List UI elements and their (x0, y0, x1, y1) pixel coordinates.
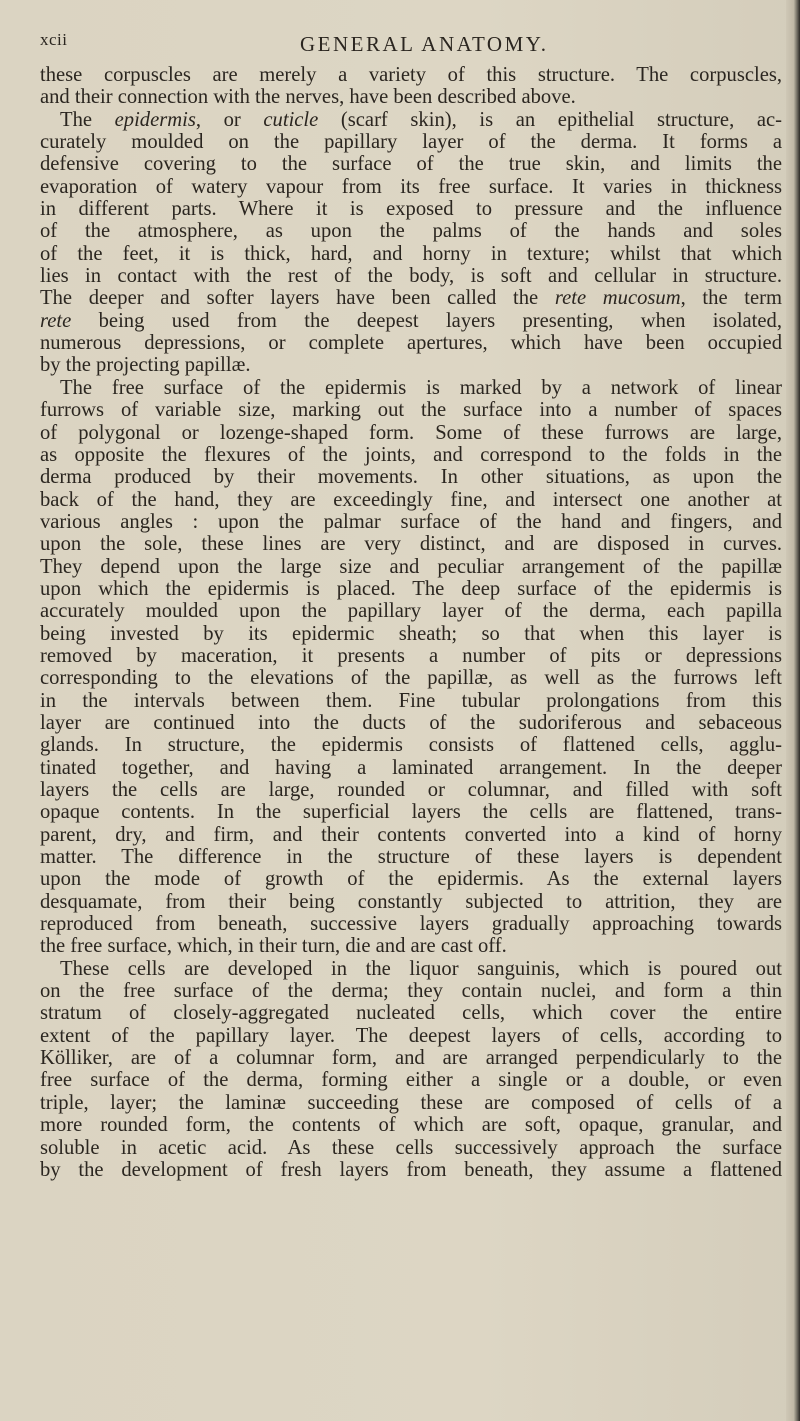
running-title: GENERAL ANATOMY. (300, 32, 549, 56)
text-line: back of the hand, they are exceedingly fine, and intersect one another at (40, 488, 782, 511)
text-line: furrows of variable size, marking out the surface into a number of spaces (40, 399, 782, 422)
text-line: extent of the papillary layer. The deepest layers of cells, according to (40, 1024, 782, 1047)
text-line: opaque contents. In the superficial layers the cells are flattened, trans- (40, 801, 782, 824)
text-line: Kölliker, are of a columnar form, and are arranged perpendicularly to the (40, 1047, 782, 1070)
text-line: reproduced from beneath, successive layers gradually approaching towards (40, 913, 782, 936)
text-line: more rounded form, the contents of which are soft, opaque, granular, and (40, 1114, 782, 1137)
text-line: curately moulded on the papillary layer of the derma. It forms a (40, 131, 782, 154)
page-header (40, 16, 780, 56)
text-line: desquamate, from their being constantly subjected to attrition, they are (40, 890, 782, 913)
text-line: matter. The difference in the structure of these layers is dependent (40, 846, 782, 869)
text-line: of polygonal or lozenge-shaped form. Some of these furrows are large, (40, 421, 782, 444)
text-line: upon the mode of growth of the epidermis. As the external layers (40, 868, 782, 891)
italic-term: rete mucosum (554, 287, 681, 310)
text-line: on the free surface of the derma; they contain nuclei, and form a thin (40, 980, 782, 1003)
text-line: corresponding to the elevations of the papillæ, as well as the furrows left (40, 667, 782, 690)
text-line: as opposite the flexures of the joints, and correspond to the folds in the (40, 443, 782, 466)
text-line: The deeper and softer layers have been called the rete mucosum, the term (40, 287, 782, 310)
text-line: in the intervals between them. Fine tubular prolongations from this (40, 689, 782, 712)
text-line: evaporation of watery vapour from its free surface. It varies in thickness (40, 175, 782, 198)
italic-term: rete (40, 309, 72, 332)
text-line: upon the sole, these lines are very distinct, and are disposed in curves. (40, 533, 782, 556)
text-line: of the atmosphere, as upon the palms of the hands and soles (40, 220, 782, 243)
text-line: rete being used from the deepest layers presenting, when isolated, (40, 309, 782, 332)
text-line: layers the cells are large, rounded or columnar, and filled with soft (40, 779, 782, 801)
italic-term: epidermis (114, 108, 196, 131)
text-line: accurately moulded upon the papillary layer of the derma, each papilla (40, 600, 782, 623)
text-line: glands. In structure, the epidermis consists of flattened cells, agglu- (40, 734, 782, 757)
text-line: They depend upon the large size and peculiar arrangement of the papillæ (40, 555, 782, 578)
text-line: being invested by its epidermic sheath; so that when this layer is (40, 622, 782, 645)
text-line: soluble in acetic acid. As these cells successively approach the surface (40, 1136, 782, 1159)
text-line: layer are continued into the ducts of the sudoriferous and sebaceous (40, 711, 782, 734)
text-line: lies in contact with the rest of the body, is soft and cellular in structure. (40, 265, 782, 288)
text-line: removed by maceration, it presents a number of pits or depressions (40, 644, 782, 667)
text-line: upon which the epidermis is placed. The deep surface of the epidermis is (40, 577, 782, 600)
italic-term: cuticle (263, 108, 319, 131)
text-line: defensive covering to the surface of the true skin, and limits the (40, 153, 782, 176)
page-edge (786, 0, 800, 1421)
text-line: various angles : upon the palmar surface of the hand and fingers, and (40, 510, 782, 533)
text-line: free surface of the derma, forming either a single or a double, or even (40, 1069, 782, 1092)
text-line: stratum of closely-aggregated nucleated cells, which cover the entire (40, 1002, 782, 1025)
text-line: tinated together, and having a laminated arrangement. In the deeper (40, 756, 782, 779)
text-line: the free surface, which, in their turn, die and are cast off. (40, 935, 507, 958)
page-number: xcii (40, 30, 68, 49)
text-line: parent, dry, and firm, and their contents converted into a kind of horny (40, 823, 782, 846)
text-line: by the projecting papillæ. (40, 354, 251, 377)
text-line: of the feet, it is thick, hard, and horny in texture; whilst that which (40, 242, 782, 265)
text-line: The epidermis, or cuticle (scarf skin), is an epithelial structure, ac- (60, 108, 782, 131)
text-line: numerous depressions, or complete apertures, which have been occupied (40, 332, 782, 355)
text-line: The free surface of the epidermis is marked by a network of linear (60, 376, 782, 399)
text-line: by the development of fresh layers from beneath, they assume a flattened (40, 1158, 782, 1181)
text-line: derma produced by their movements. In other situations, as upon the (40, 466, 782, 489)
text-line: in different parts. Where it is exposed to pressure and the influence (40, 198, 782, 221)
text-line: These cells are developed in the liquor sanguinis, which is poured out (60, 957, 782, 980)
text-line: triple, layer; the laminæ succeeding these are composed of cells of a (40, 1091, 782, 1114)
text-line: these corpuscles are merely a variety of this structure. The corpuscles, (40, 64, 782, 86)
text-line: and their connection with the nerves, have been described above. (40, 86, 576, 109)
body-text (40, 64, 782, 1181)
